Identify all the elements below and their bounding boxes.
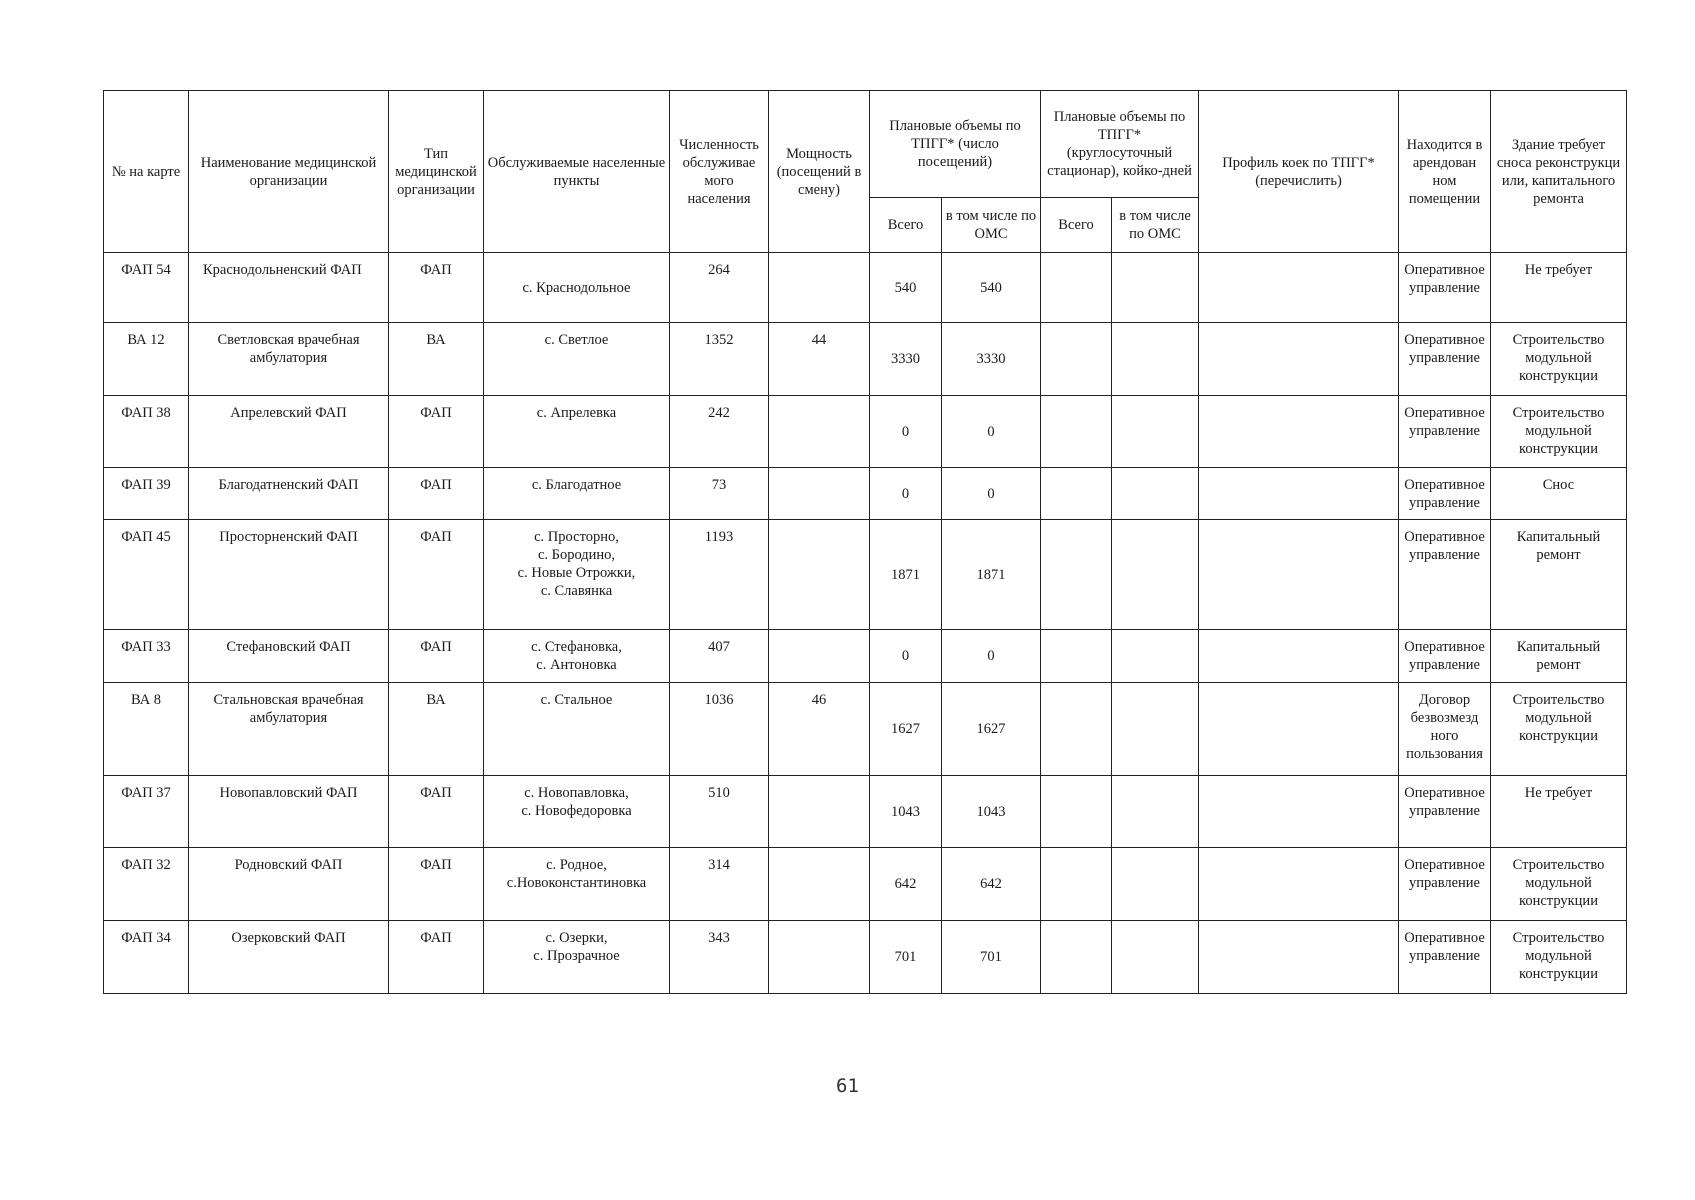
- cell-beds-total: [1041, 468, 1112, 520]
- cell-capacity: [769, 848, 870, 921]
- header-map-no: № на карте: [104, 91, 189, 253]
- cell-beds-oms: [1112, 848, 1199, 921]
- cell-population: 314: [670, 848, 769, 921]
- cell-settlements: с. Благодатное: [484, 468, 670, 520]
- cell-visits-total: 1871: [870, 520, 942, 630]
- cell-visits-total: 0: [870, 630, 942, 683]
- header-settlements: Обслуживаемые населенные пункты: [484, 91, 670, 253]
- cell-bed-profile: [1199, 921, 1399, 994]
- cell-map-no: ФАП 32: [104, 848, 189, 921]
- table-row: [104, 468, 1627, 520]
- cell-bed-profile: [1199, 323, 1399, 396]
- cell-beds-oms: [1112, 396, 1199, 468]
- cell-org-type: ФАП: [389, 396, 484, 468]
- cell-settlements: с. Озерки, с. Прозрачное: [484, 921, 670, 994]
- cell-org-name: Благодатненский ФАП: [189, 468, 389, 520]
- cell-visits-total: 0: [870, 396, 942, 468]
- cell-building: Снос: [1491, 468, 1627, 520]
- cell-map-no: ФАП 37: [104, 776, 189, 848]
- cell-beds-total: [1041, 683, 1112, 776]
- cell-visits-total: 1043: [870, 776, 942, 848]
- cell-map-no: ФАП 45: [104, 520, 189, 630]
- cell-building: Строительство модульной конструкции: [1491, 396, 1627, 468]
- cell-capacity: [769, 630, 870, 683]
- cell-premises: Оперативное управление: [1399, 848, 1491, 921]
- cell-building: Строительство модульной конструкции: [1491, 921, 1627, 994]
- cell-visits-oms: 1627: [942, 683, 1041, 776]
- cell-bed-profile: [1199, 396, 1399, 468]
- cell-premises: Оперативное управление: [1399, 253, 1491, 323]
- cell-capacity: 46: [769, 683, 870, 776]
- cell-bed-profile: [1199, 520, 1399, 630]
- cell-building: Капитальный ремонт: [1491, 520, 1627, 630]
- cell-bed-profile: [1199, 253, 1399, 323]
- cell-beds-total: [1041, 253, 1112, 323]
- cell-visits-oms: 1871: [942, 520, 1041, 630]
- header-rented: Находится в арендован ном помещении: [1399, 91, 1491, 253]
- cell-beds-total: [1041, 323, 1112, 396]
- cell-settlements: с. Краснодольное: [484, 253, 670, 323]
- cell-visits-oms: 701: [942, 921, 1041, 994]
- cell-visits-oms: 1043: [942, 776, 1041, 848]
- cell-visits-total: 642: [870, 848, 942, 921]
- cell-population: 343: [670, 921, 769, 994]
- cell-org-name: Стальновская врачебная амбулатория: [189, 683, 389, 776]
- cell-org-name: Апрелевский ФАП: [189, 396, 389, 468]
- cell-visits-total: 540: [870, 253, 942, 323]
- cell-bed-profile: [1199, 468, 1399, 520]
- cell-beds-oms: [1112, 683, 1199, 776]
- cell-building: Строительство модульной конструкции: [1491, 323, 1627, 396]
- cell-settlements: с. Апрелевка: [484, 396, 670, 468]
- cell-bed-profile: [1199, 630, 1399, 683]
- cell-beds-total: [1041, 921, 1112, 994]
- cell-premises: Оперативное управление: [1399, 921, 1491, 994]
- cell-map-no: ВА 8: [104, 683, 189, 776]
- cell-beds-oms: [1112, 630, 1199, 683]
- cell-capacity: 44: [769, 323, 870, 396]
- cell-beds-total: [1041, 776, 1112, 848]
- cell-org-name: Стефановский ФАП: [189, 630, 389, 683]
- cell-premises: Оперативное управление: [1399, 468, 1491, 520]
- cell-org-type: ФАП: [389, 253, 484, 323]
- cell-settlements: с. Новопавловка, с. Новофедоровка: [484, 776, 670, 848]
- table-row: [104, 520, 1627, 630]
- cell-premises: Оперативное управление: [1399, 776, 1491, 848]
- page-number: 61: [836, 1075, 859, 1097]
- table-row: [104, 776, 1627, 848]
- cell-beds-oms: [1112, 520, 1199, 630]
- table-row: [104, 683, 1627, 776]
- cell-settlements: с. Стефановка, с. Антоновка: [484, 630, 670, 683]
- cell-map-no: ФАП 39: [104, 468, 189, 520]
- cell-visits-total: 3330: [870, 323, 942, 396]
- cell-map-no: ФАП 34: [104, 921, 189, 994]
- cell-population: 73: [670, 468, 769, 520]
- cell-org-type: ФАП: [389, 776, 484, 848]
- cell-population: 1352: [670, 323, 769, 396]
- cell-visits-oms: 0: [942, 630, 1041, 683]
- cell-premises: Оперативное управление: [1399, 520, 1491, 630]
- cell-population: 1036: [670, 683, 769, 776]
- cell-beds-total: [1041, 848, 1112, 921]
- cell-beds-total: [1041, 396, 1112, 468]
- cell-visits-total: 0: [870, 468, 942, 520]
- header-beds-oms: в том числе по ОМС: [1112, 198, 1199, 253]
- facilities-table: [103, 90, 1627, 994]
- cell-org-type: ФАП: [389, 520, 484, 630]
- table-row: [104, 848, 1627, 921]
- cell-visits-oms: 540: [942, 253, 1041, 323]
- cell-beds-total: [1041, 520, 1112, 630]
- cell-map-no: ВА 12: [104, 323, 189, 396]
- cell-population: 407: [670, 630, 769, 683]
- cell-settlements: с. Просторно, с. Бородино, с. Новые Отрожки, с. Славянка: [484, 520, 670, 630]
- cell-org-name: Родновский ФАП: [189, 848, 389, 921]
- cell-beds-oms: [1112, 323, 1199, 396]
- cell-org-name: Озерковский ФАП: [189, 921, 389, 994]
- table-body: [104, 253, 1627, 994]
- cell-building: Строительство модульной конструкции: [1491, 683, 1627, 776]
- cell-org-type: ФАП: [389, 848, 484, 921]
- cell-map-no: ФАП 54: [104, 253, 189, 323]
- cell-bed-profile: [1199, 683, 1399, 776]
- header-capacity: Мощность (посещений в смену): [769, 91, 870, 253]
- cell-visits-oms: 3330: [942, 323, 1041, 396]
- cell-org-type: ФАП: [389, 921, 484, 994]
- cell-bed-profile: [1199, 848, 1399, 921]
- cell-beds-oms: [1112, 468, 1199, 520]
- cell-org-name: Краснодольненский ФАП: [189, 253, 389, 323]
- cell-bed-profile: [1199, 776, 1399, 848]
- cell-org-name: Светловская врачебная амбулатория: [189, 323, 389, 396]
- cell-premises: Оперативное управление: [1399, 396, 1491, 468]
- cell-population: 1193: [670, 520, 769, 630]
- cell-visits-oms: 0: [942, 468, 1041, 520]
- table-row: [104, 921, 1627, 994]
- cell-building: Не требует: [1491, 776, 1627, 848]
- cell-settlements: с. Родное, с.Новоконстантиновка: [484, 848, 670, 921]
- cell-beds-total: [1041, 630, 1112, 683]
- cell-map-no: ФАП 38: [104, 396, 189, 468]
- table-row: [104, 253, 1627, 323]
- cell-org-type: ФАП: [389, 630, 484, 683]
- cell-population: 510: [670, 776, 769, 848]
- cell-visits-oms: 642: [942, 848, 1041, 921]
- cell-premises: Оперативное управление: [1399, 323, 1491, 396]
- cell-map-no: ФАП 33: [104, 630, 189, 683]
- table-row: [104, 323, 1627, 396]
- cell-org-name: Новопавловский ФАП: [189, 776, 389, 848]
- cell-org-type: ФАП: [389, 468, 484, 520]
- header-beds-total: Всего: [1041, 198, 1112, 253]
- cell-beds-oms: [1112, 921, 1199, 994]
- cell-capacity: [769, 520, 870, 630]
- header-building: Здание требует сноса реконструкци или, капитального ремонта: [1491, 91, 1627, 253]
- cell-org-type: ВА: [389, 683, 484, 776]
- cell-visits-total: 701: [870, 921, 942, 994]
- cell-building: Не требует: [1491, 253, 1627, 323]
- cell-capacity: [769, 396, 870, 468]
- header-org-name: Наименование медицинской организации: [189, 91, 389, 253]
- cell-building: Строительство модульной конструкции: [1491, 848, 1627, 921]
- cell-capacity: [769, 776, 870, 848]
- header-visits-oms: в том числе по ОМС: [942, 198, 1041, 253]
- header-visits-total: Всего: [870, 198, 942, 253]
- cell-premises: Договор безвозмезд ного пользования: [1399, 683, 1491, 776]
- header-planned-visits: Плановые объемы по ТПГГ* (число посещений): [870, 91, 1041, 198]
- header-population: Численность обслуживае мого населения: [670, 91, 769, 253]
- cell-capacity: [769, 253, 870, 323]
- cell-capacity: [769, 468, 870, 520]
- table-row: [104, 396, 1627, 468]
- cell-visits-total: 1627: [870, 683, 942, 776]
- cell-population: 242: [670, 396, 769, 468]
- header-bed-profile: Профиль коек по ТПГГ* (перечислить): [1199, 91, 1399, 253]
- cell-settlements: с. Светлое: [484, 323, 670, 396]
- table-row: [104, 630, 1627, 683]
- cell-beds-oms: [1112, 776, 1199, 848]
- cell-org-name: Просторненский ФАП: [189, 520, 389, 630]
- cell-org-type: ВА: [389, 323, 484, 396]
- cell-settlements: с. Стальное: [484, 683, 670, 776]
- cell-premises: Оперативное управление: [1399, 630, 1491, 683]
- cell-beds-oms: [1112, 253, 1199, 323]
- cell-building: Капитальный ремонт: [1491, 630, 1627, 683]
- header-planned-beds: Плановые объемы по ТПГГ* (круглосуточный стационар), койко-дней: [1041, 91, 1199, 198]
- cell-population: 264: [670, 253, 769, 323]
- cell-capacity: [769, 921, 870, 994]
- cell-visits-oms: 0: [942, 396, 1041, 468]
- header-org-type: Тип медицинской организации: [389, 91, 484, 253]
